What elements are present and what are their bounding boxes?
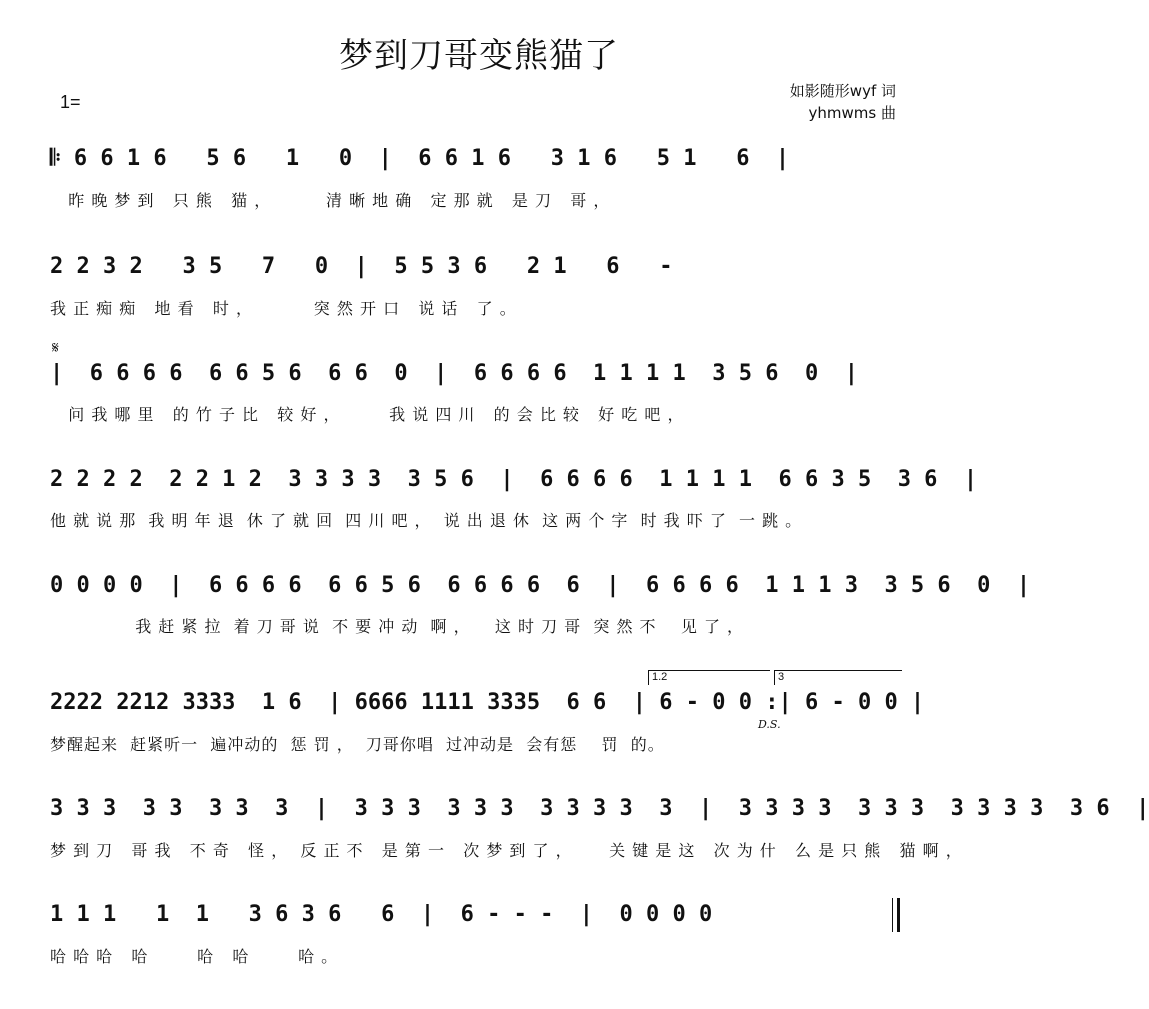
system-6-lyrics: 梦醒起来 赶紧听一 遍冲动的 惩 罚 ， 刀哥你唱 过冲动是 会有惩 罚 的。 — [50, 735, 665, 754]
system-3-lyrics: 问 我 哪 里 的 竹 子 比 较 好 ， 我 说 四 川 的 会 比 较 好 吃 吧 ， — [50, 405, 685, 424]
segno-sign: 𝄋 — [52, 338, 59, 357]
lyricist-credit: 如影随形wyf 词 — [789, 82, 896, 100]
dal-segno-mark: D.S. — [758, 718, 781, 731]
system-6-notes: 2222 2212 3333 1 6 | 6666 1111 3335 6 6 | 6 - 0 0 :| 6 - 0 0 | — [50, 690, 925, 715]
final-barline — [892, 898, 900, 932]
volta-1-2-bracket: 1.2 — [648, 670, 770, 685]
key-signature: 1= — [60, 92, 81, 112]
song-title: 梦到刀哥变熊猫了 — [339, 36, 619, 76]
composer-credit: yhmwms 曲 — [808, 104, 896, 122]
system-4-lyrics: 他 就 说 那 我 明 年 退 休 了 就 回 四 川 吧 ， 说 出 退 休 这 两 个 字 时 我 吓 了 一 跳 。 — [50, 511, 803, 530]
system-5-lyrics: 我 赶 紧 拉 着 刀 哥 说 不 要 冲 动 啊 ， 这 时 刀 哥 突 然 不 见 了 ， — [50, 617, 745, 636]
volta-3-bracket: 3 — [774, 670, 902, 685]
system-7-notes: 3 3 3 3 3 3 3 3 | 3 3 3 3 3 3 3 3 3 3 3 | 3 3 3 3 3 3 3 3 3 3 3 3 6 | — [50, 796, 1149, 821]
system-8-notes: 1 1 1 1 1 3 6 3 6 6 | 6 - - - | 0 0 0 0 — [50, 902, 713, 927]
system-2-lyrics: 我 正 痴 痴 地 看 时 ， 突 然 开 口 说 话 了 。 — [50, 299, 517, 318]
system-8-lyrics: 哈 哈 哈 哈 哈 哈 哈 。 — [50, 947, 339, 966]
system-1-lyrics: 昨 晚 梦 到 只 熊 猫 ， 清 晰 地 确 定 那 就 是 刀 哥 ， — [50, 191, 611, 210]
system-4-notes: 2 2 2 2 2 2 1 2 3 3 3 3 3 5 6 | 6 6 6 6 1 1 1 1 6 6 3 5 3 6 | — [50, 467, 978, 492]
system-5-notes: 0 0 0 0 | 6 6 6 6 6 6 5 6 6 6 6 6 6 | 6 6 6 6 1 1 1 3 3 5 6 0 | — [50, 573, 1031, 598]
system-3-notes: | 6 6 6 6 6 6 5 6 6 6 0 | 6 6 6 6 1 1 1 1 3 5 6 0 | — [50, 361, 858, 386]
system-2-notes: 2 2 3 2 3 5 7 0 | 5 5 3 6 2 1 6 - — [50, 254, 673, 279]
system-7-lyrics: 梦 到 刀 哥 我 不 奇 怪 ， 反 正 不 是 第 一 次 梦 到 了 ， 关 键 是 这 次 为 什 么 是 只 熊 猫 啊 ， — [50, 841, 963, 860]
system-1-notes: 𝄆 6 6 1 6 5 6 1 0 | 6 6 1 6 3 1 6 5 1 6 | — [50, 146, 790, 171]
